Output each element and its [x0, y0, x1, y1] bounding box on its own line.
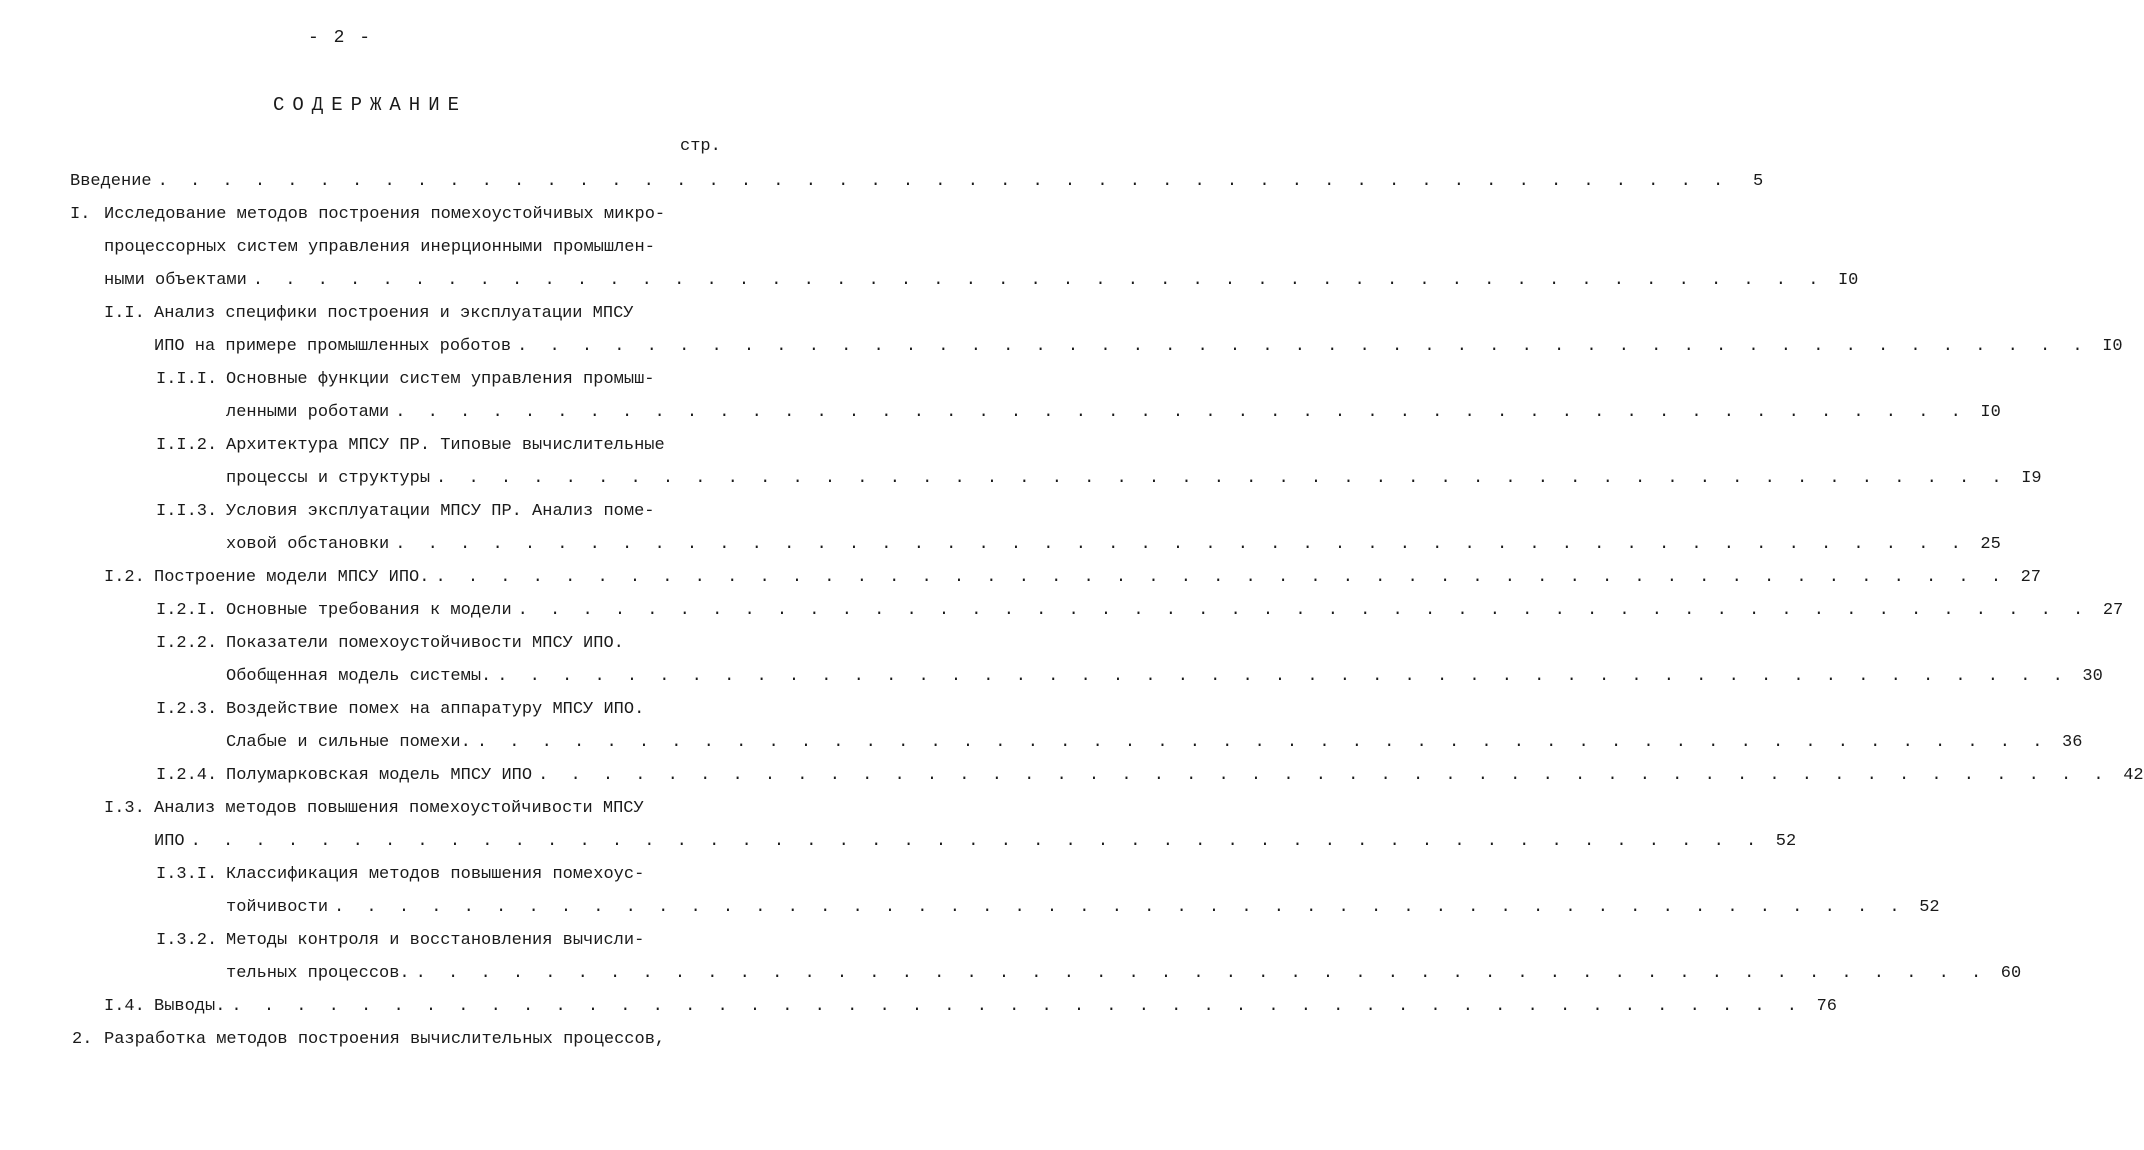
toc-entry-text: ховой обстановки [226, 535, 390, 554]
dot-leader: . . . . . . . . . . . . . . . . . . . . . . . . . . . . . . . . . . . . . . . . . . . . . . . . . [476, 733, 2049, 752]
dot-leader: . . . . . . . . . . . . . . . . . . . . . . . . . . . . . . . . . . . . . . . . . . . . . . . . . [334, 898, 1906, 917]
toc-entry-text: процессы и структуры [226, 469, 431, 488]
toc-entry-s1-1-line1[interactable] [104, 302, 730, 326]
toc-entry-text: процессорных систем управления инерционными промышлен- [104, 238, 655, 257]
toc-entry-text: Полумарковская модель МПСУ ИПО [226, 766, 533, 785]
dot-leader: . . . . . . . . . . . . . . . . . . . . . . . . . . . . . . . . . . . . . . . . . . . . . . . . . [517, 601, 2090, 620]
toc-page-number: I0 [1980, 403, 2001, 422]
toc-entry-s1-3-2-line1[interactable] [156, 929, 730, 953]
toc-entry-s1-1-1-line2[interactable] [226, 401, 2001, 425]
toc-entry-number: I.3.I. [156, 865, 218, 884]
toc-entry-text: тельных процессов. [226, 964, 410, 983]
toc-entry-s1-2-4[interactable] [156, 764, 2144, 788]
dot-leader: . . . . . . . . . . . . . . . . . . . . . . . . . . . . . . . . . . . . . . . . . . . . . . . . . [395, 403, 1967, 422]
toc-entry-text: Воздействие помех на аппаратуру МПСУ ИПО. [226, 700, 645, 719]
toc-entry-text: ИПО [154, 832, 185, 851]
toc-entry-number: I.I.3. [156, 502, 218, 521]
dot-leader: . . . . . . . . . . . . . . . . . . . . . . . . . . . . . . . . . . . . . . . . . . . . . . . . . [415, 964, 1988, 983]
toc-page-number: 27 [2102, 601, 2124, 620]
toc-entry-number: I.I.I. [156, 370, 218, 389]
toc-entry-text: Обобщенная модель системы. [226, 667, 492, 686]
toc-page-number: 52 [1919, 898, 1940, 917]
dot-leader: . . . . . . . . . . . . . . . . . . . . . . . . . . . . . . . . . . . . . . . . . . . . . . . . . [435, 568, 2008, 587]
toc-entry-s1-1-2-line2[interactable] [226, 467, 2042, 491]
dot-leader: . . . . . . . . . . . . . . . . . . . . . . . . . . . . . . . . . . . . . . . . . . . . . . . . . [436, 469, 2008, 488]
toc-entry-s1-2-1[interactable] [156, 599, 2124, 623]
toc-entry-text: ленными роботами [226, 403, 390, 422]
toc-page-number: 30 [2082, 667, 2103, 686]
toc-entry-ch1-line3[interactable] [104, 269, 1859, 293]
toc-entry-number: I. [70, 205, 91, 224]
toc-page-number: 76 [1816, 997, 1837, 1016]
toc-entry-text: тойчивости [226, 898, 329, 917]
toc-entry-s1-2[interactable] [104, 566, 2042, 590]
toc-page-number: 36 [2062, 733, 2083, 752]
toc-entry-number: 2. [72, 1030, 93, 1049]
toc-page-number: 5 [1752, 172, 1764, 191]
toc-entry-s1-3-line1[interactable] [104, 797, 730, 821]
toc-page-number: 25 [1980, 535, 2001, 554]
toc-entry-number: I.I.2. [156, 436, 218, 455]
dot-leader: . . . . . . . . . . . . . . . . . . . . . . . . . . . . . . . . . . . . . . . . . . . . . . . . . [538, 766, 2110, 785]
toc-entry-text: Классификация методов повышения помехоус- [226, 865, 645, 884]
toc-entry-text: Анализ специфики построения и эксплуатации МПСУ [154, 304, 634, 323]
toc-entry-number: I.2.3. [156, 700, 218, 719]
toc-entry-s1-4[interactable] [104, 995, 1837, 1019]
toc-entry-s1-2-2-line2[interactable] [226, 665, 2103, 689]
toc-entry-number: I.4. [104, 997, 145, 1016]
toc-entry-number: I.2.I. [156, 601, 218, 620]
dot-leader: . . . . . . . . . . . . . . . . . . . . . . . . . . . . . . . . . . . . . . . . . . . . . . . . . [252, 271, 1825, 290]
toc-entry-number: I.I. [104, 304, 145, 323]
toc-page-number: I9 [2021, 469, 2042, 488]
toc-entry-text: Анализ методов повышения помехоустойчивости МПСУ [154, 799, 644, 818]
toc-page-number: I0 [1837, 271, 1859, 290]
toc-entry-number: I.2.2. [156, 634, 218, 653]
toc-entry-text: Методы контроля и восстановления вычисли- [226, 931, 645, 950]
toc-entry-s1-1-2-line1[interactable] [156, 434, 730, 458]
toc-entry-text: Основные требования к модели [226, 601, 512, 620]
toc-entry-text: Архитектура МПСУ ПР. Типовые вычислительные [226, 436, 665, 455]
toc-entry-text: Основные функции систем управления промыш- [226, 370, 655, 389]
toc-page-number: I0 [2102, 337, 2123, 356]
toc-entry-ch1-line1[interactable] [70, 203, 730, 227]
toc-entry-number: I.3. [104, 799, 145, 818]
toc-page-number: 27 [2020, 568, 2042, 587]
toc-entry-text: Введение [70, 172, 152, 191]
toc-entry-text: Построение модели МПСУ ИПО. [154, 568, 430, 587]
toc-entry-text: Разработка методов построения вычислительных процессов, [104, 1030, 666, 1049]
toc-entry-ch2-line1[interactable] [72, 1028, 732, 1052]
dot-leader: . . . . . . . . . . . . . . . . . . . . . . . . . . . . . . . . . . . . . . . . . . . . . . . . . [231, 997, 1803, 1016]
toc-page-number: 60 [2000, 964, 2022, 983]
toc-entry-text: Слабые и сильные помехи. [226, 733, 471, 752]
toc-entry-s1-1-3-line2[interactable] [226, 533, 2001, 557]
toc-entry-s1-1-1-line1[interactable] [156, 368, 730, 392]
page-number: - 2 - [307, 28, 372, 48]
dot-leader: . . . . . . . . . . . . . . . . . . . . . . . . . . . . . . . . . . . . . . . . . . . . . . . . . [517, 337, 2089, 356]
toc-entry-number: I.2.4. [156, 766, 218, 785]
dot-leader: . . . . . . . . . . . . . . . . . . . . . . . . . . . . . . . . . . . . . . . . . . . . . . . . . [497, 667, 2069, 686]
page-column-label: стр. [680, 137, 721, 156]
toc-entry-text: Условия эксплуатации МПСУ ПР. Анализ поме- [226, 502, 655, 521]
toc-entry-s1-2-2-line1[interactable] [156, 632, 730, 656]
toc-entry-text: Выводы. [154, 997, 226, 1016]
toc-entry-text: ИПО на примере промышленных роботов [154, 337, 512, 356]
toc-entry-s1-2-3-line1[interactable] [156, 698, 730, 722]
page-title: СОДЕРЖАНИЕ [272, 94, 468, 116]
toc-page-number: 52 [1775, 832, 1797, 851]
toc-page-number: 42 [2123, 766, 2144, 785]
toc-entry-text: ными объектами [104, 271, 247, 290]
toc-entry-text: Показатели помехоустойчивости МПСУ ИПО. [226, 634, 624, 653]
toc-entry-s1-3-line2[interactable] [154, 830, 1797, 854]
toc-entry-s1-1-line2[interactable] [154, 335, 2123, 359]
toc-entry-s1-2-3-line2[interactable] [226, 731, 2083, 755]
toc-entry-number: I.2. [104, 568, 145, 587]
dot-leader: . . . . . . . . . . . . . . . . . . . . . . . . . . . . . . . . . . . . . . . . . . . . . . . . . [157, 172, 1730, 191]
dot-leader: . . . . . . . . . . . . . . . . . . . . . . . . . . . . . . . . . . . . . . . . . . . . . . . . . [395, 535, 1967, 554]
toc-entry-intro[interactable] [70, 170, 1764, 194]
toc-entry-s1-1-3-line1[interactable] [156, 500, 730, 524]
toc-entry-text: Исследование методов построения помехоустойчивых микро- [104, 205, 666, 224]
toc-entry-s1-3-1-line1[interactable] [156, 863, 730, 887]
toc-entry-ch1-line2 [104, 236, 730, 260]
toc-entry-s1-3-2-line2[interactable] [226, 962, 2022, 986]
dot-leader: . . . . . . . . . . . . . . . . . . . . . . . . . . . . . . . . . . . . . . . . . . . . . . . . . [190, 832, 1763, 851]
toc-entry-number: I.3.2. [156, 931, 218, 950]
toc-entry-s1-3-1-line2[interactable] [226, 896, 1940, 920]
